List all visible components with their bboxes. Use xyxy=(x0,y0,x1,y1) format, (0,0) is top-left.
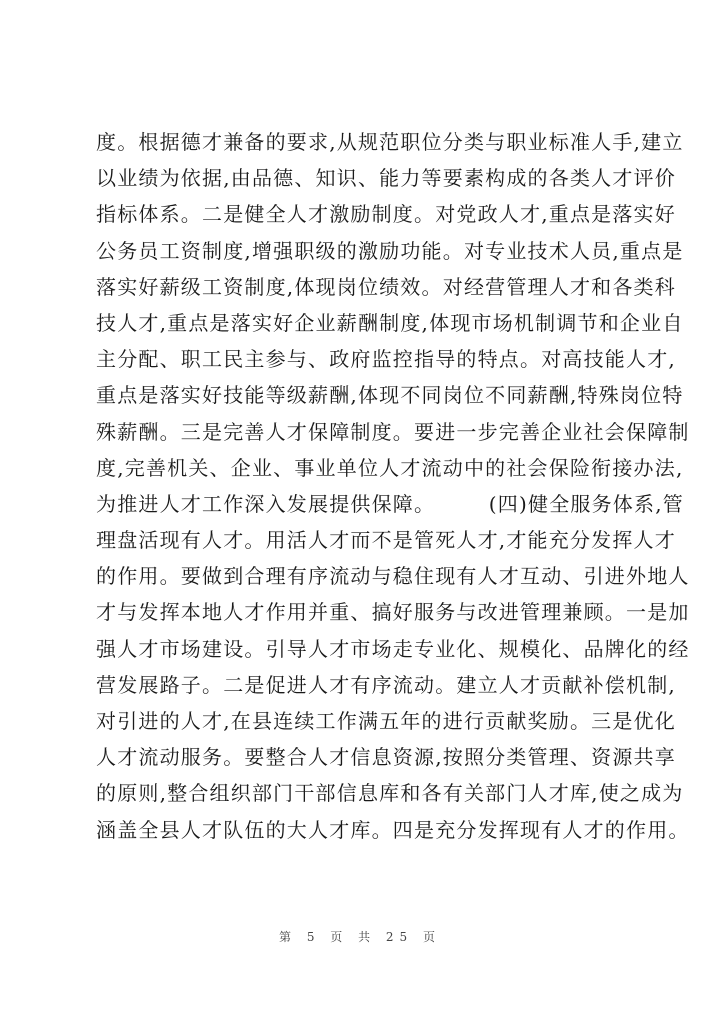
text-line: 才与发挥本地人才作用并重、搞好服务与改进管理兼顾。一是加 xyxy=(96,600,690,625)
text-line: 落实好薪级工资制度,体现岗位绩效。对经营管理人才和各类科 xyxy=(96,274,676,299)
text-line: 的原则,整合组织部门干部信息库和各有关部门人才库,使之成为 xyxy=(96,781,684,806)
page-number-footer: 第 5 页 共 25 页 xyxy=(279,930,441,944)
text-line: 涵盖全县人才队伍的大人才库。四是充分发挥现有人才的作用。 xyxy=(96,817,690,842)
text-line: 理盘活现有人才。用活人才而不是管死人才,才能充分发挥人才 xyxy=(96,528,676,553)
text-line: 度,完善机关、企业、事业单位人才流动中的社会保险衔接办法, xyxy=(96,455,684,480)
text-line: 重点是落实好技能等级薪酬,体现不同岗位不同薪酬,特殊岗位特 xyxy=(96,383,684,408)
text-line: 公务员工资制度,增强职级的激励功能。对专业技术人员,重点是 xyxy=(96,238,684,263)
text-line: 度。根据德才兼备的要求,从规范职位分类与职业标准人手,建立 xyxy=(96,130,684,154)
text-line: 主分配、职工民主参与、政府监控指导的特点。对高技能人才, xyxy=(96,347,676,372)
text-line: 以业绩为依据,由品德、知识、能力等要素构成的各类人才评价 xyxy=(96,166,676,191)
text-line: 技人才,重点是落实好企业薪酬制度,体现市场机制调节和企业自 xyxy=(96,310,684,335)
text-line: 指标体系。二是健全人才激励制度。对党政人才,重点是落实好 xyxy=(96,202,676,227)
text-line: 殊薪酬。三是完善人才保障制度。要进一步完善企业社会保障制 xyxy=(96,419,690,444)
text-line: 的作用。要做到合理有序流动与稳住现有人才互动、引进外地人 xyxy=(96,564,690,589)
text-line: 营发展路子。二是促进人才有序流动。建立人才贡献补偿机制, xyxy=(96,672,676,697)
body-text xyxy=(96,124,690,848)
text-line: 人才流动服务。要整合人才信息资源,按照分类管理、资源共享 xyxy=(96,745,676,770)
text-line: 对引进的人才,在县连续工作满五年的进行贡献奖励。三是优化 xyxy=(96,709,676,733)
text-line: 强人才市场建设。引导人才市场走专业化、规模化、品牌化的经 xyxy=(96,636,690,661)
text-line: 为推进人才工作深入发展提供保障。 (四)健全服务体系,管 xyxy=(96,491,684,516)
